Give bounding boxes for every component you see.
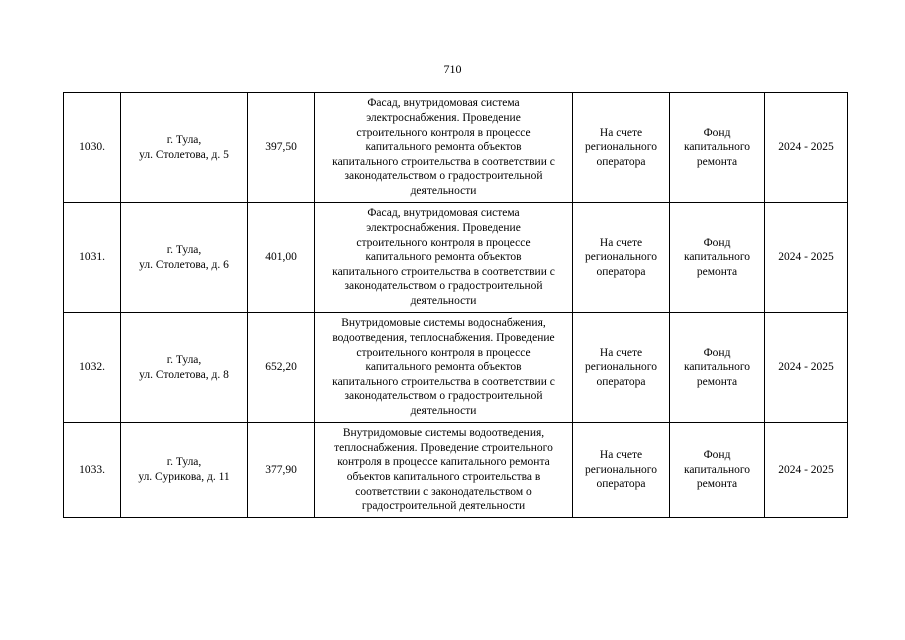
- work-description-cell: [315, 203, 573, 313]
- address-city: г. Тула,: [166, 243, 202, 256]
- address-cell: [121, 423, 248, 518]
- work-line: Фасад, внутридомовая система: [367, 207, 520, 220]
- works-table: [63, 92, 848, 518]
- fund-line: оператора: [596, 265, 646, 278]
- work-line: водоотведения, теплоснабжения. Проведение: [332, 332, 555, 345]
- work-line: законодательством о градостроительной: [344, 390, 543, 403]
- address-city: г. Тула,: [166, 353, 202, 366]
- work-description-cell: [315, 423, 573, 518]
- source-line: ремонта: [696, 155, 738, 168]
- work-line: Внутридомовые системы водоснабжения,: [341, 317, 546, 330]
- source-cell: [670, 93, 765, 203]
- work-line: капитального строительства в соответствии с: [332, 265, 555, 278]
- source-line: Фонд: [703, 236, 731, 249]
- work-line: капитального ремонта объектов: [365, 361, 522, 374]
- work-line: капитального ремонта объектов: [365, 251, 522, 264]
- period-cell: 2024 - 2025: [765, 203, 848, 313]
- fund-cell: [573, 203, 670, 313]
- address-street: ул. Столетова, д. 8: [139, 368, 229, 381]
- area-cell: 652,20: [248, 313, 315, 423]
- work-line: строительного контроля в процессе: [356, 346, 531, 359]
- source-line: ремонта: [696, 265, 738, 278]
- table-row: [64, 93, 848, 203]
- fund-line: На счете: [599, 449, 643, 462]
- period-cell: 2024 - 2025: [765, 313, 848, 423]
- source-line: Фонд: [703, 126, 731, 139]
- address-street: ул. Сурикова, д. 11: [138, 471, 230, 483]
- work-description-cell: [315, 93, 573, 203]
- period-cell: 2024 - 2025: [765, 93, 848, 203]
- area-cell: 397,50: [248, 93, 315, 203]
- work-line: законодательством о градостроительной: [344, 170, 543, 183]
- work-line: объектов капитального строительства в: [346, 471, 541, 483]
- fund-line: регионального: [585, 141, 657, 154]
- area-cell: 377,90: [248, 423, 315, 518]
- work-line: электроснабжения. Проведение: [366, 222, 521, 235]
- fund-line: На счете: [599, 346, 643, 359]
- address-cell: [121, 203, 248, 313]
- row-number: 1033.: [64, 423, 121, 518]
- address-city: г. Тула,: [166, 456, 202, 469]
- fund-line: На счете: [599, 126, 643, 139]
- work-line: соответствии с законодательством о: [355, 485, 532, 498]
- table-row: [64, 203, 848, 313]
- work-line: деятельности: [410, 184, 477, 197]
- address-city: г. Тула,: [166, 133, 202, 146]
- fund-line: На счете: [599, 236, 643, 249]
- fund-cell: [573, 313, 670, 423]
- fund-line: регионального: [585, 361, 657, 374]
- source-line: Фонд: [703, 449, 731, 462]
- fund-cell: [573, 93, 670, 203]
- fund-line: оператора: [596, 478, 646, 491]
- address-street: ул. Столетова, д. 6: [139, 258, 229, 271]
- work-line: строительного контроля в процессе: [356, 236, 531, 249]
- work-line: градостроительной деятельности: [361, 500, 526, 513]
- page-number: 710: [443, 62, 462, 76]
- source-line: капитального: [683, 141, 751, 154]
- work-line: деятельности: [410, 404, 477, 417]
- source-line: ремонта: [696, 375, 738, 388]
- row-number: 1030.: [64, 93, 121, 203]
- source-cell: [670, 423, 765, 518]
- row-number: 1031.: [64, 203, 121, 313]
- work-line: капитального строительства в соответствии с: [332, 155, 555, 168]
- source-cell: [670, 313, 765, 423]
- work-line: капитального строительства в соответствии с: [332, 375, 555, 388]
- fund-cell: [573, 423, 670, 518]
- address-cell: [121, 93, 248, 203]
- area-cell: 401,00: [248, 203, 315, 313]
- work-line: контроля в процессе капитального ремонта: [337, 456, 550, 469]
- source-cell: [670, 203, 765, 313]
- source-line: ремонта: [696, 478, 738, 491]
- source-line: капитального: [683, 361, 751, 374]
- work-line: законодательством о градостроительной: [344, 280, 543, 293]
- work-line: теплоснабжения. Проведение строительного: [334, 441, 553, 454]
- period-cell: 2024 - 2025: [765, 423, 848, 518]
- work-line: Внутридомовые системы водоотведения,: [342, 427, 545, 440]
- row-number: 1032.: [64, 313, 121, 423]
- table-row: [64, 313, 848, 423]
- work-line: электроснабжения. Проведение: [366, 112, 521, 125]
- fund-line: оператора: [596, 375, 646, 388]
- work-line: капитального ремонта объектов: [365, 141, 522, 154]
- fund-line: регионального: [585, 251, 657, 264]
- work-line: Фасад, внутридомовая система: [367, 97, 520, 110]
- table-row: [64, 423, 848, 518]
- source-line: Фонд: [703, 346, 731, 359]
- address-cell: [121, 313, 248, 423]
- fund-line: регионального: [585, 463, 657, 476]
- address-street: ул. Столетова, д. 5: [139, 148, 229, 161]
- source-line: капитального: [683, 463, 751, 476]
- source-line: капитального: [683, 251, 751, 264]
- work-description-cell: [315, 313, 573, 423]
- fund-line: оператора: [596, 155, 646, 168]
- work-line: строительного контроля в процессе: [356, 126, 531, 139]
- work-line: деятельности: [410, 294, 477, 307]
